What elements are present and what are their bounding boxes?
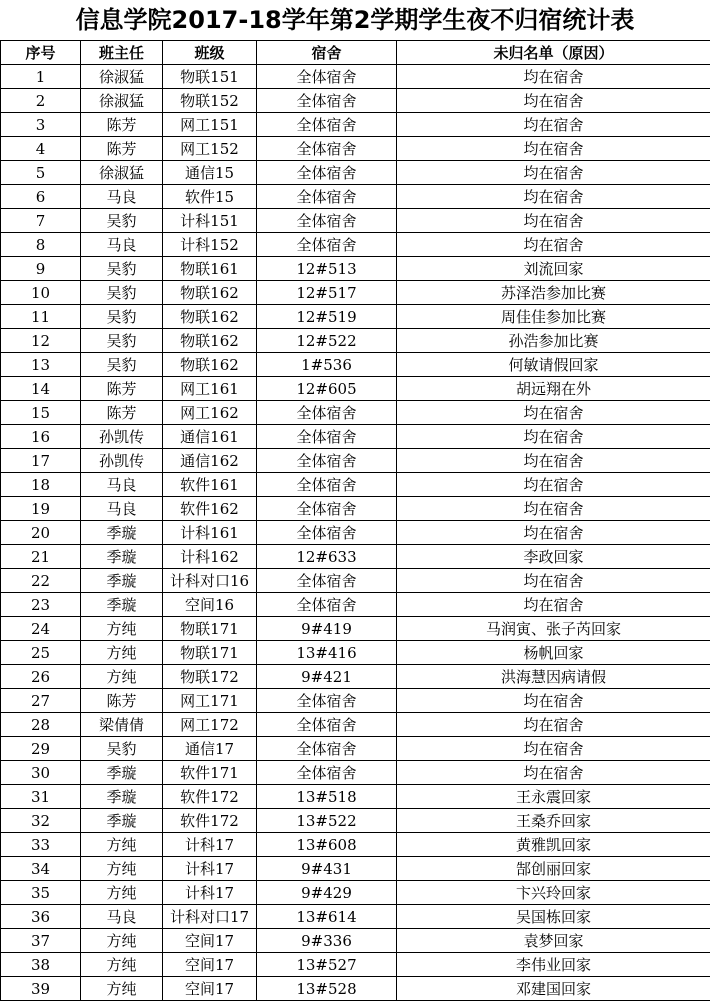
cell-dorm[interactable]: 12#513 [257,257,397,281]
cell-index[interactable]: 5 [1,161,81,185]
cell-dorm[interactable]: 12#519 [257,305,397,329]
cell-class[interactable]: 网工162 [163,401,257,425]
cell-index[interactable]: 25 [1,641,81,665]
cell-class[interactable]: 物联172 [163,665,257,689]
table-row [1,905,710,929]
cell-index[interactable]: 27 [1,689,81,713]
cell-class[interactable]: 计科162 [163,545,257,569]
cell-teacher[interactable]: 陈芳 [81,689,163,713]
cell-dorm[interactable]: 12#633 [257,545,397,569]
cell-dorm[interactable]: 13#527 [257,953,397,977]
header-dorm[interactable]: 宿舍 [257,41,397,65]
cell-absent-list[interactable]: 均在宿舍 [397,65,710,89]
cell-absent-list[interactable]: 均在宿舍 [397,713,710,737]
cell-teacher[interactable]: 季璇 [81,785,163,809]
cell-teacher[interactable]: 马良 [81,233,163,257]
cell-index[interactable]: 23 [1,593,81,617]
cell-index[interactable]: 28 [1,713,81,737]
table-row [1,473,710,497]
cell-dorm[interactable]: 全体宿舍 [257,689,397,713]
cell-absent-list[interactable]: 刘流回家 [397,257,710,281]
table-row [1,137,710,161]
cell-class[interactable]: 软件162 [163,497,257,521]
cell-teacher[interactable]: 马良 [81,473,163,497]
cell-dorm[interactable]: 9#431 [257,857,397,881]
table-row [1,305,710,329]
cell-index[interactable]: 36 [1,905,81,929]
cell-dorm[interactable]: 9#336 [257,929,397,953]
table-row [1,785,710,809]
cell-dorm[interactable]: 13#614 [257,905,397,929]
cell-teacher[interactable]: 方纯 [81,641,163,665]
cell-absent-list[interactable]: 均在宿舍 [397,185,710,209]
cell-dorm[interactable]: 全体宿舍 [257,401,397,425]
cell-teacher[interactable]: 方纯 [81,929,163,953]
cell-dorm[interactable]: 12#522 [257,329,397,353]
cell-index[interactable]: 1 [1,65,81,89]
cell-index[interactable]: 7 [1,209,81,233]
cell-dorm[interactable]: 12#517 [257,281,397,305]
cell-index[interactable]: 39 [1,977,81,1001]
cell-index[interactable]: 3 [1,113,81,137]
cell-dorm[interactable]: 全体宿舍 [257,593,397,617]
table-row [1,89,710,113]
cell-teacher[interactable]: 方纯 [81,857,163,881]
cell-class[interactable]: 物联152 [163,89,257,113]
cell-index[interactable]: 10 [1,281,81,305]
cell-dorm[interactable]: 全体宿舍 [257,425,397,449]
cell-teacher[interactable]: 季璇 [81,569,163,593]
cell-teacher[interactable]: 吴豹 [81,305,163,329]
cell-index[interactable]: 8 [1,233,81,257]
cell-absent-list[interactable]: 胡远翔在外 [397,377,710,401]
cell-class[interactable]: 网工161 [163,377,257,401]
table-row [1,641,710,665]
table-row [1,977,710,1001]
cell-absent-list[interactable]: 苏泽浩参加比赛 [397,281,710,305]
table-row [1,617,710,641]
cell-class[interactable]: 软件172 [163,809,257,833]
cell-class[interactable]: 网工151 [163,113,257,137]
cell-class[interactable]: 空间17 [163,929,257,953]
cell-absent-list[interactable]: 郜创丽回家 [397,857,710,881]
cell-teacher[interactable]: 吴豹 [81,209,163,233]
table-row [1,689,710,713]
cell-index[interactable]: 18 [1,473,81,497]
table-row [1,497,710,521]
table-row [1,545,710,569]
table-row [1,665,710,689]
cell-class[interactable]: 物联162 [163,353,257,377]
cell-teacher[interactable]: 马良 [81,185,163,209]
cell-class[interactable]: 物联151 [163,65,257,89]
cell-teacher[interactable]: 方纯 [81,977,163,1001]
cell-absent-list[interactable]: 均在宿舍 [397,449,710,473]
cell-class[interactable]: 计科17 [163,857,257,881]
cell-class[interactable]: 计科17 [163,833,257,857]
cell-absent-list[interactable]: 均在宿舍 [397,161,710,185]
cell-dorm[interactable]: 9#421 [257,665,397,689]
cell-class[interactable]: 计科161 [163,521,257,545]
cell-teacher[interactable]: 吴豹 [81,329,163,353]
cell-dorm[interactable]: 全体宿舍 [257,737,397,761]
cell-absent-list[interactable]: 均在宿舍 [397,521,710,545]
cell-teacher[interactable]: 季璇 [81,545,163,569]
cell-index[interactable]: 24 [1,617,81,641]
table-row [1,761,710,785]
cell-class[interactable]: 空间17 [163,953,257,977]
cell-absent-list[interactable]: 孙浩参加比赛 [397,329,710,353]
table-row [1,353,710,377]
cell-absent-list[interactable]: 均在宿舍 [397,689,710,713]
table-row [1,377,710,401]
cell-absent-list[interactable]: 均在宿舍 [397,401,710,425]
cell-absent-list[interactable]: 均在宿舍 [397,209,710,233]
cell-teacher[interactable]: 马良 [81,905,163,929]
table-row [1,737,710,761]
cell-teacher[interactable]: 徐淑猛 [81,65,163,89]
table-row [1,65,710,89]
cell-teacher[interactable]: 吴豹 [81,737,163,761]
cell-absent-list[interactable]: 均在宿舍 [397,569,710,593]
table-row [1,329,710,353]
cell-absent-list[interactable]: 均在宿舍 [397,737,710,761]
table-row [1,881,710,905]
cell-dorm[interactable]: 1#536 [257,353,397,377]
cell-absent-list[interactable]: 均在宿舍 [397,761,710,785]
cell-dorm[interactable]: 全体宿舍 [257,497,397,521]
cell-index[interactable]: 12 [1,329,81,353]
cell-index[interactable]: 6 [1,185,81,209]
cell-teacher[interactable]: 方纯 [81,881,163,905]
cell-absent-list[interactable]: 袁梦回家 [397,929,710,953]
cell-dorm[interactable]: 全体宿舍 [257,161,397,185]
cell-class[interactable]: 软件172 [163,785,257,809]
cell-class[interactable]: 通信17 [163,737,257,761]
cell-index[interactable]: 38 [1,953,81,977]
cell-absent-list[interactable]: 均在宿舍 [397,89,710,113]
table-row [1,425,710,449]
cell-teacher[interactable]: 方纯 [81,665,163,689]
cell-class[interactable]: 软件161 [163,473,257,497]
cell-index[interactable]: 26 [1,665,81,689]
cell-index[interactable]: 15 [1,401,81,425]
cell-dorm[interactable]: 全体宿舍 [257,521,397,545]
cell-index[interactable]: 30 [1,761,81,785]
cell-teacher[interactable]: 季璇 [81,761,163,785]
table-row [1,713,710,737]
cell-index[interactable]: 13 [1,353,81,377]
cell-index[interactable]: 9 [1,257,81,281]
cell-absent-list[interactable]: 马润寅、张子芮回家 [397,617,710,641]
cell-class[interactable]: 物联162 [163,281,257,305]
cell-class[interactable]: 计科152 [163,233,257,257]
cell-index[interactable]: 32 [1,809,81,833]
cell-teacher[interactable]: 徐淑猛 [81,161,163,185]
cell-class[interactable]: 物联162 [163,305,257,329]
header-absent-list[interactable]: 未归名单（原因） [397,41,710,65]
table-row [1,113,710,137]
cell-absent-list[interactable]: 均在宿舍 [397,137,710,161]
cell-class[interactable]: 网工171 [163,689,257,713]
cell-absent-list[interactable]: 周佳佳参加比赛 [397,305,710,329]
table-row [1,209,710,233]
cell-teacher[interactable]: 陈芳 [81,401,163,425]
cell-teacher[interactable]: 吴豹 [81,257,163,281]
cell-index[interactable]: 20 [1,521,81,545]
cell-class[interactable]: 物联171 [163,641,257,665]
cell-index[interactable]: 33 [1,833,81,857]
sheet-title: 信息学院2017-18学年第2学期学生夜不归宿统计表 [75,6,635,34]
cell-dorm[interactable]: 13#608 [257,833,397,857]
cell-teacher[interactable]: 季璇 [81,809,163,833]
cell-class[interactable]: 物联161 [163,257,257,281]
cell-teacher[interactable]: 吴豹 [81,281,163,305]
cell-index[interactable]: 35 [1,881,81,905]
table-row [1,857,710,881]
cell-dorm[interactable]: 全体宿舍 [257,761,397,785]
cell-index[interactable]: 11 [1,305,81,329]
cell-absent-list[interactable]: 黄雅凯回家 [397,833,710,857]
cell-dorm[interactable]: 13#528 [257,977,397,1001]
cell-index[interactable]: 22 [1,569,81,593]
cell-class[interactable]: 空间16 [163,593,257,617]
cell-teacher[interactable]: 季璇 [81,521,163,545]
table-row [1,281,710,305]
table-row [1,401,710,425]
cell-dorm[interactable]: 全体宿舍 [257,713,397,737]
cell-absent-list[interactable]: 均在宿舍 [397,473,710,497]
cell-dorm[interactable]: 全体宿舍 [257,65,397,89]
cell-dorm[interactable]: 全体宿舍 [257,113,397,137]
cell-dorm[interactable]: 全体宿舍 [257,473,397,497]
cell-teacher[interactable]: 方纯 [81,617,163,641]
table-row [1,185,710,209]
cell-index[interactable]: 21 [1,545,81,569]
cell-class[interactable]: 软件171 [163,761,257,785]
cell-dorm[interactable]: 12#605 [257,377,397,401]
cell-class[interactable]: 计科151 [163,209,257,233]
cell-class[interactable]: 物联162 [163,329,257,353]
cell-dorm[interactable]: 全体宿舍 [257,137,397,161]
cell-teacher[interactable]: 孙凯传 [81,425,163,449]
header-row [1,41,710,65]
cell-index[interactable]: 17 [1,449,81,473]
cell-index[interactable]: 16 [1,425,81,449]
cell-dorm[interactable]: 13#416 [257,641,397,665]
cell-class[interactable]: 通信161 [163,425,257,449]
cell-teacher[interactable]: 陈芳 [81,137,163,161]
cell-index[interactable]: 4 [1,137,81,161]
cell-teacher[interactable]: 季璇 [81,593,163,617]
cell-index[interactable]: 29 [1,737,81,761]
table-row [1,833,710,857]
cell-dorm[interactable]: 全体宿舍 [257,449,397,473]
cell-absent-list[interactable]: 均在宿舍 [397,593,710,617]
header-teacher[interactable]: 班主任 [81,41,163,65]
cell-index[interactable]: 19 [1,497,81,521]
header-index[interactable]: 序号 [1,41,81,65]
table-row [1,449,710,473]
cell-index[interactable]: 34 [1,857,81,881]
cell-index[interactable]: 2 [1,89,81,113]
cell-class[interactable]: 物联171 [163,617,257,641]
cell-absent-list[interactable]: 卞兴玲回家 [397,881,710,905]
cell-dorm[interactable]: 9#419 [257,617,397,641]
cell-teacher[interactable]: 梁倩倩 [81,713,163,737]
cell-absent-list[interactable]: 均在宿舍 [397,497,710,521]
cell-teacher[interactable]: 陈芳 [81,377,163,401]
table-row [1,569,710,593]
cell-absent-list[interactable]: 王永震回家 [397,785,710,809]
cell-absent-list[interactable]: 均在宿舍 [397,425,710,449]
table-row [1,233,710,257]
cell-absent-list[interactable]: 李伟业回家 [397,953,710,977]
cell-absent-list[interactable]: 均在宿舍 [397,113,710,137]
cell-dorm[interactable]: 13#522 [257,809,397,833]
cell-class[interactable]: 计科对口16 [163,569,257,593]
cell-class[interactable]: 计科对口17 [163,905,257,929]
cell-dorm[interactable]: 全体宿舍 [257,209,397,233]
cell-dorm[interactable]: 全体宿舍 [257,89,397,113]
cell-absent-list[interactable]: 均在宿舍 [397,233,710,257]
header-class[interactable]: 班级 [163,41,257,65]
cell-dorm[interactable]: 全体宿舍 [257,185,397,209]
cell-class[interactable]: 计科17 [163,881,257,905]
cell-dorm[interactable]: 9#429 [257,881,397,905]
cell-absent-list[interactable]: 洪海慧因病请假 [397,665,710,689]
cell-absent-list[interactable]: 王桑乔回家 [397,809,710,833]
cell-teacher[interactable]: 方纯 [81,953,163,977]
cell-dorm[interactable]: 全体宿舍 [257,569,397,593]
cell-class[interactable]: 通信15 [163,161,257,185]
cell-teacher[interactable]: 方纯 [81,833,163,857]
cell-absent-list[interactable]: 邓建国回家 [397,977,710,1001]
table-row [1,929,710,953]
cell-absent-list[interactable]: 吴国栋回家 [397,905,710,929]
table-row [1,593,710,617]
cell-class[interactable]: 空间17 [163,977,257,1001]
table-row [1,521,710,545]
cell-teacher[interactable]: 吴豹 [81,353,163,377]
cell-absent-list[interactable]: 李政回家 [397,545,710,569]
cell-class[interactable]: 网工152 [163,137,257,161]
table-row [1,257,710,281]
table-row [1,809,710,833]
cell-teacher[interactable]: 陈芳 [81,113,163,137]
table-row [1,953,710,977]
cell-class[interactable]: 网工172 [163,713,257,737]
cell-teacher[interactable]: 马良 [81,497,163,521]
cell-dorm[interactable]: 13#518 [257,785,397,809]
cell-teacher[interactable]: 孙凯传 [81,449,163,473]
cell-dorm[interactable]: 全体宿舍 [257,233,397,257]
cell-class[interactable]: 软件15 [163,185,257,209]
cell-index[interactable]: 37 [1,929,81,953]
cell-index[interactable]: 14 [1,377,81,401]
statistics-table [0,40,710,1001]
table-row [1,161,710,185]
cell-absent-list[interactable]: 何敏请假回家 [397,353,710,377]
cell-teacher[interactable]: 徐淑猛 [81,89,163,113]
table-body [1,65,710,1001]
cell-class[interactable]: 通信162 [163,449,257,473]
cell-absent-list[interactable]: 杨帆回家 [397,641,710,665]
cell-index[interactable]: 31 [1,785,81,809]
